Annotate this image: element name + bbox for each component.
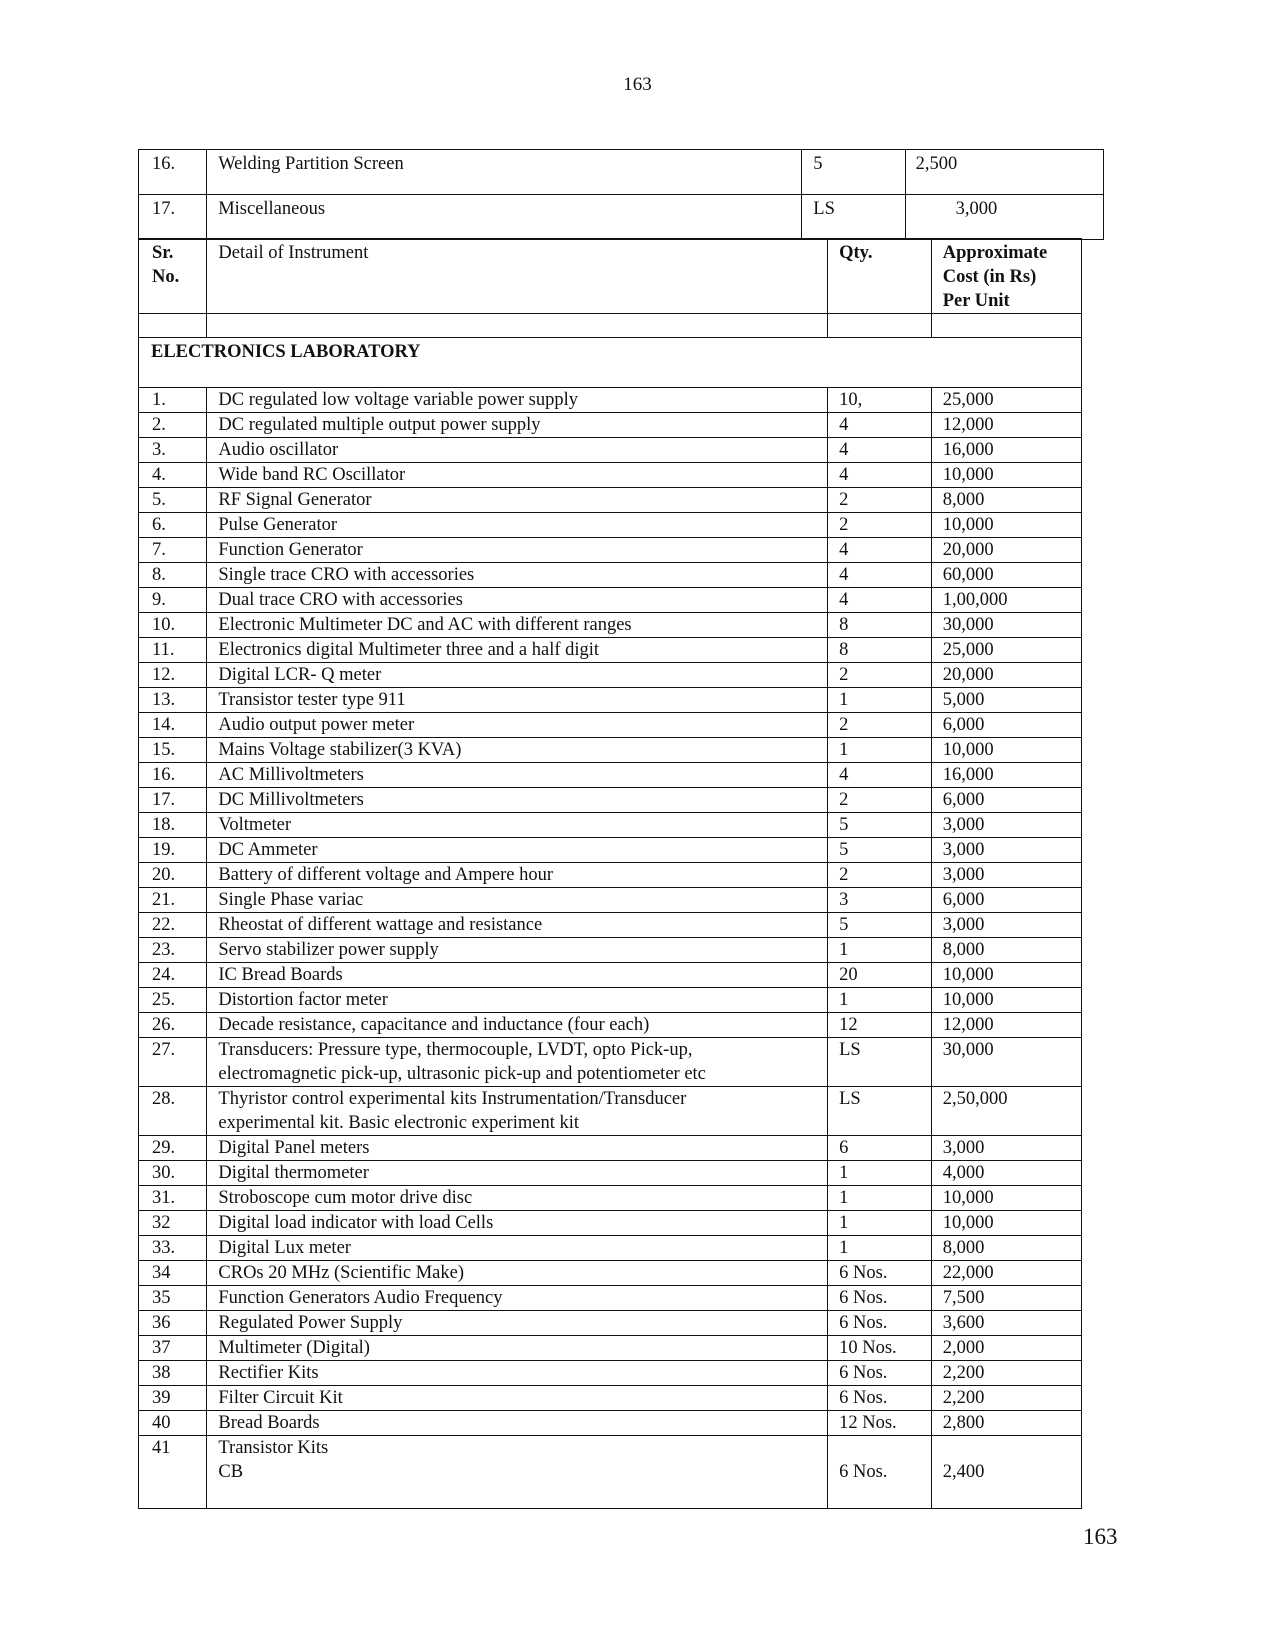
row-qty: 5 [828,913,932,938]
row-item-line: CB [218,1462,244,1482]
row-qty: 12 [828,1013,932,1038]
row-item-line: Transistor Kits [218,1438,329,1458]
row-item-line: Digital Lux meter [218,1238,351,1258]
table-row [139,1261,1082,1286]
row-qty: 6 Nos. [828,1436,932,1509]
header-cost: Approximate Cost (in Rs) Per Unit [931,239,1081,314]
row-qty: 4 [828,563,932,588]
row-cost: 2,50,000 [931,1087,1081,1136]
row-cost: 10,000 [931,988,1081,1013]
row-qty: 2 [828,788,932,813]
row-cost: 10,000 [931,1186,1081,1211]
row-item-line: Stroboscope cum motor drive disc [218,1188,473,1208]
row-item [207,538,828,563]
row-item [207,563,828,588]
row-item-line: Function Generators Audio Frequency [218,1288,503,1308]
row-qty: 1 [828,1211,932,1236]
row-sr-no: 36 [139,1311,207,1336]
row-qty: 5 [802,150,905,195]
table-row [139,1411,1082,1436]
row-cost: 2,800 [931,1411,1081,1436]
row-qty: 10, [828,388,932,413]
row-cost: 2,200 [931,1361,1081,1386]
row-item-line: Transistor tester type 911 [218,690,406,710]
row-cost: 3,000 [931,863,1081,888]
table-row [139,1386,1082,1411]
row-sr-no: 3. [139,438,207,463]
table-row [139,413,1082,438]
row-item [207,1236,828,1261]
row-item-line: Bread Boards [218,1413,320,1433]
row-qty: LS [828,1087,932,1136]
row-sr-no: 5. [139,488,207,513]
row-item-line: DC Ammeter [218,840,318,860]
row-qty: 1 [828,1161,932,1186]
row-cost: 2,500 [905,150,1103,195]
table-row [139,763,1082,788]
row-qty: 6 Nos. [828,1361,932,1386]
table-row [139,1038,1082,1087]
row-cost: 2,400 [931,1436,1081,1509]
row-sr-no: 37 [139,1336,207,1361]
row-cost: 10,000 [931,463,1081,488]
row-item [207,1336,828,1361]
row-item-line: electromagnetic pick-up, ultrasonic pick-up and potentiometer etc [218,1064,706,1084]
row-sr-no: 8. [139,563,207,588]
row-qty: 2 [828,863,932,888]
table-row [139,1186,1082,1211]
row-item-line: Thyristor control experimental kits Instrumentation/Transducer [218,1089,687,1109]
row-sr-no: 40 [139,1411,207,1436]
row-qty: 3 [828,888,932,913]
table-row [139,888,1082,913]
row-sr-no: 39 [139,1386,207,1411]
row-item: Miscellaneous [207,195,802,240]
row-item-line: Audio output power meter [218,715,415,735]
table-header-row [139,239,1082,314]
row-item-line: Digital Panel meters [218,1138,370,1158]
row-item-line: DC Millivoltmeters [218,790,364,810]
table-row [139,438,1082,463]
row-sr-no: 18. [139,813,207,838]
row-item-line: Single trace CRO with accessories [218,565,475,585]
row-sr-no: 38 [139,1361,207,1386]
row-sr-no: 28. [139,1087,207,1136]
row-cost: 6,000 [931,788,1081,813]
row-sr-no: 21. [139,888,207,913]
row-item [207,938,828,963]
row-sr-no: 31. [139,1186,207,1211]
table-row [139,1436,1082,1509]
table-row [139,988,1082,1013]
row-qty: 4 [828,763,932,788]
row-item [207,813,828,838]
table-row [139,388,1082,413]
continued-table [138,149,1104,240]
row-item [207,1411,828,1436]
header-sr-no: Sr. No. [139,239,207,314]
row-cost: 7,500 [931,1286,1081,1311]
row-cost: 60,000 [931,563,1081,588]
row-item [207,1361,828,1386]
row-qty: 8 [828,613,932,638]
row-qty: 4 [828,538,932,563]
table-row [139,463,1082,488]
table-row [139,863,1082,888]
table-row [139,1087,1082,1136]
table-row [139,513,1082,538]
row-item-line: Rheostat of different wattage and resistance [218,915,543,935]
row-item [207,588,828,613]
row-cost: 16,000 [931,438,1081,463]
row-sr-no: 16. [139,763,207,788]
row-cost: 2,000 [931,1336,1081,1361]
row-sr-no: 23. [139,938,207,963]
row-sr-no: 22. [139,913,207,938]
row-sr-no: 10. [139,613,207,638]
blank-row [139,314,1082,338]
row-cost: 1,00,000 [931,588,1081,613]
row-qty: 4 [828,438,932,463]
row-sr-no: 17. [139,195,207,240]
section-row [139,338,1082,388]
row-cost: 10,000 [931,738,1081,763]
row-item [207,1186,828,1211]
row-item [207,838,828,863]
table-row [139,488,1082,513]
table-row [139,613,1082,638]
row-item [207,488,828,513]
table-row [139,1236,1082,1261]
row-qty: 10 Nos. [828,1336,932,1361]
row-item [207,888,828,913]
row-cost: 3,000 [905,195,1103,240]
row-sr-no: 15. [139,738,207,763]
row-cost: 20,000 [931,663,1081,688]
row-item [207,613,828,638]
row-qty: 6 [828,1136,932,1161]
row-cost: 8,000 [931,938,1081,963]
row-item-line: Filter Circuit Kit [218,1388,343,1408]
row-item-line: Electronic Multimeter DC and AC with different ranges [218,615,632,635]
row-cost: 4,000 [931,1161,1081,1186]
table-row [139,538,1082,563]
page-number-bottom: 163 [1083,1524,1118,1549]
row-cost: 10,000 [931,963,1081,988]
row-item [207,688,828,713]
row-cost: 12,000 [931,1013,1081,1038]
row-item-line: DC regulated multiple output power supply [218,415,541,435]
row-item [207,638,828,663]
row-item: Welding Partition Screen [207,150,802,195]
row-sr-no: 4. [139,463,207,488]
row-item-line: Pulse Generator [218,515,338,535]
table-row [139,150,1104,195]
row-item [207,763,828,788]
row-item [207,1261,828,1286]
section-title: ELECTRONICS LABORATORY [139,338,1082,388]
row-cost: 3,000 [931,913,1081,938]
row-qty: 4 [828,463,932,488]
row-cost: 8,000 [931,1236,1081,1261]
row-cost: 3,600 [931,1311,1081,1336]
row-sr-no: 33. [139,1236,207,1261]
row-qty: LS [802,195,905,240]
table-row [139,663,1082,688]
table-row [139,195,1104,240]
row-cost: 25,000 [931,388,1081,413]
row-item [207,913,828,938]
row-cost: 22,000 [931,1261,1081,1286]
row-qty: 2 [828,713,932,738]
row-qty: 1 [828,738,932,763]
row-sr-no: 14. [139,713,207,738]
row-qty: 1 [828,1236,932,1261]
row-item [207,963,828,988]
row-sr-no: 24. [139,963,207,988]
row-cost: 3,000 [931,838,1081,863]
row-qty: 1 [828,688,932,713]
row-cost: 5,000 [931,688,1081,713]
row-qty: 6 Nos. [828,1286,932,1311]
row-item-line: Multimeter (Digital) [218,1338,370,1358]
row-item [207,738,828,763]
row-item [207,463,828,488]
row-cost: 10,000 [931,513,1081,538]
table-row [139,788,1082,813]
row-item-line: CROs 20 MHz (Scientific Make) [218,1263,464,1283]
row-item [207,1161,828,1186]
row-cost: 30,000 [931,613,1081,638]
table-row [139,588,1082,613]
row-item-line: Dual trace CRO with accessories [218,590,463,610]
row-sr-no: 34 [139,1261,207,1286]
row-sr-no: 32 [139,1211,207,1236]
row-item [207,438,828,463]
row-item [207,513,828,538]
row-item-line: Digital load indicator with load Cells [218,1213,494,1233]
table-row [139,688,1082,713]
row-item-line: Transducers: Pressure type, thermocouple, LVDT, opto Pick-up, [218,1040,693,1060]
table-row [139,1336,1082,1361]
row-qty: 20 [828,963,932,988]
table-row [139,1013,1082,1038]
table-row [139,1361,1082,1386]
row-item-line: DC regulated low voltage variable power supply [218,390,579,410]
row-item-line: Audio oscillator [218,440,339,460]
table-row [139,713,1082,738]
row-qty: 2 [828,663,932,688]
row-sr-no: 17. [139,788,207,813]
row-item-line: experimental kit. Basic electronic experiment kit [218,1113,580,1133]
row-cost: 20,000 [931,538,1081,563]
row-item [207,388,828,413]
header-qty: Qty. [828,239,932,314]
row-qty: 8 [828,638,932,663]
row-qty: 1 [828,938,932,963]
row-cost: 6,000 [931,713,1081,738]
row-qty: 2 [828,488,932,513]
row-item-line: Decade resistance, capacitance and inductance (four each) [218,1015,650,1035]
row-sr-no: 1. [139,388,207,413]
row-sr-no: 20. [139,863,207,888]
row-sr-no: 6. [139,513,207,538]
row-item [207,663,828,688]
row-item-line: Rectifier Kits [218,1363,319,1383]
page-number-top: 163 [623,74,652,95]
row-qty: 1 [828,988,932,1013]
table-row [139,813,1082,838]
table-row [139,1211,1082,1236]
electronics-lab-table [138,238,1082,1509]
row-item [207,1436,828,1509]
row-item [207,1087,828,1136]
row-cost: 12,000 [931,413,1081,438]
row-item-line: Battery of different voltage and Ampere hour [218,865,553,885]
table-row [139,738,1082,763]
row-item [207,988,828,1013]
row-item-line: Wide band RC Oscillator [218,465,406,485]
row-qty: 5 [828,813,932,838]
table-row [139,1136,1082,1161]
row-qty: LS [828,1038,932,1087]
row-cost: 3,000 [931,1136,1081,1161]
row-item-line: Digital thermometer [218,1163,369,1183]
table-row [139,563,1082,588]
row-qty: 5 [828,838,932,863]
table-row [139,1161,1082,1186]
table-row [139,1286,1082,1311]
row-item-line: Function Generator [218,540,363,560]
row-qty: 2 [828,513,932,538]
row-sr-no: 19. [139,838,207,863]
row-cost: 3,000 [931,813,1081,838]
row-cost: 10,000 [931,1211,1081,1236]
row-item [207,713,828,738]
row-sr-no: 11. [139,638,207,663]
table-row [139,638,1082,663]
row-item [207,1311,828,1336]
row-cost: 16,000 [931,763,1081,788]
header-detail: Detail of Instrument [207,239,828,314]
row-item-line: Distortion factor meter [218,990,388,1010]
row-sr-no: 16. [139,150,207,195]
row-sr-no: 2. [139,413,207,438]
row-sr-no: 30. [139,1161,207,1186]
row-item-line: Servo stabilizer power supply [218,940,439,960]
row-item-line: AC Millivoltmeters [218,765,364,785]
row-qty: 4 [828,588,932,613]
row-sr-no: 29. [139,1136,207,1161]
row-qty: 4 [828,413,932,438]
row-sr-no: 35 [139,1286,207,1311]
row-sr-no: 7. [139,538,207,563]
row-sr-no: 26. [139,1013,207,1038]
row-qty: 6 Nos. [828,1386,932,1411]
row-item [207,1136,828,1161]
row-cost: 25,000 [931,638,1081,663]
row-item-line: Regulated Power Supply [218,1313,403,1333]
row-item [207,1211,828,1236]
row-qty: 6 Nos. [828,1311,932,1336]
row-item-line: Digital LCR- Q meter [218,665,382,685]
row-sr-no: 9. [139,588,207,613]
table-row [139,838,1082,863]
row-qty: 12 Nos. [828,1411,932,1436]
row-item-line: Electronics digital Multimeter three and a half digit [218,640,600,660]
row-sr-no: 41 [139,1436,207,1509]
row-sr-no: 25. [139,988,207,1013]
row-item-line: Mains Voltage stabilizer(3 KVA) [218,740,462,760]
table-row [139,913,1082,938]
table-row [139,938,1082,963]
row-sr-no: 13. [139,688,207,713]
row-item [207,788,828,813]
row-cost: 2,200 [931,1386,1081,1411]
row-item-line: Voltmeter [218,815,292,835]
row-item-line: RF Signal Generator [218,490,372,510]
row-item [207,1386,828,1411]
row-item [207,413,828,438]
row-cost: 8,000 [931,488,1081,513]
row-cost: 30,000 [931,1038,1081,1087]
table-row [139,963,1082,988]
row-sr-no: 12. [139,663,207,688]
row-item-line: IC Bread Boards [218,965,343,985]
row-qty: 6 Nos. [828,1261,932,1286]
row-item [207,1038,828,1087]
table-row [139,1311,1082,1336]
row-cost: 6,000 [931,888,1081,913]
row-item [207,1013,828,1038]
row-item [207,863,828,888]
row-sr-no: 27. [139,1038,207,1087]
row-item-line: Single Phase variac [218,890,364,910]
row-item [207,1286,828,1311]
row-qty: 1 [828,1186,932,1211]
